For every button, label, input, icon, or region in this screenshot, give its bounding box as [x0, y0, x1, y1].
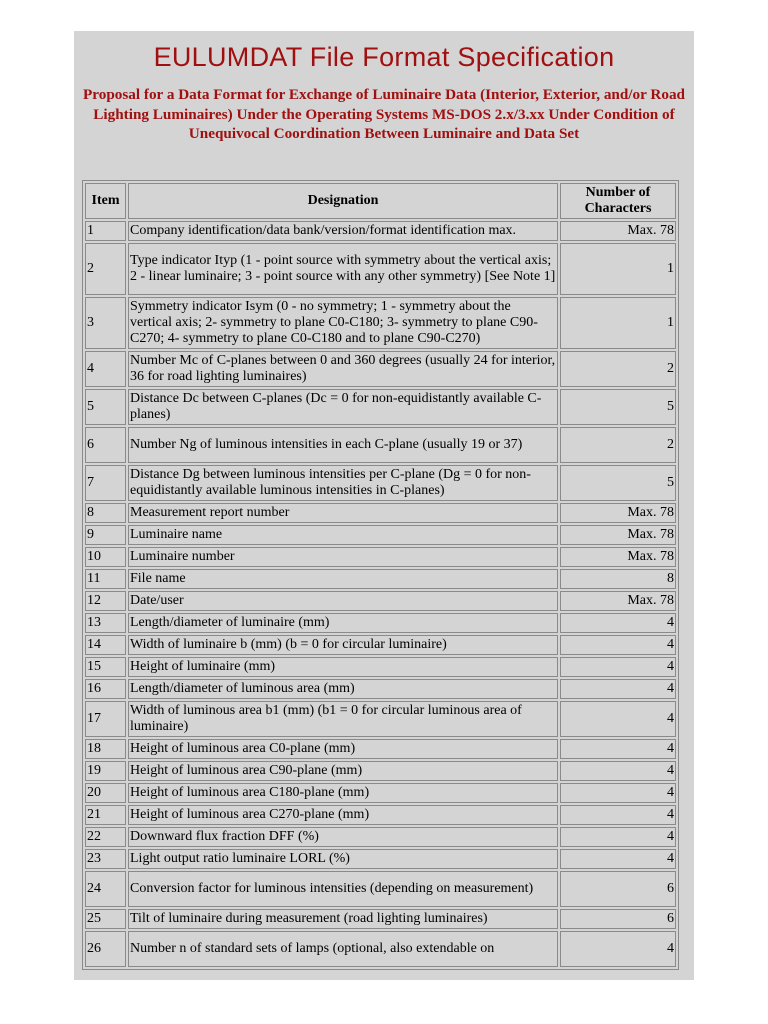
cell-designation: Tilt of luminaire during measurement (road lighting luminaires) — [128, 909, 558, 929]
table-row — [85, 761, 676, 781]
cell-chars: 8 — [560, 569, 676, 589]
cell-item: 6 — [85, 427, 126, 463]
cell-designation: Company identification/data bank/version/format identification max. — [128, 221, 558, 241]
header-item: Item — [85, 183, 126, 219]
cell-designation: Luminaire number — [128, 547, 558, 567]
table-row — [85, 221, 676, 241]
table-row — [85, 591, 676, 611]
table-row — [85, 805, 676, 825]
cell-chars: 4 — [560, 701, 676, 737]
cell-chars: 4 — [560, 931, 676, 967]
cell-designation: Number Mc of C-planes between 0 and 360 degrees (usually 24 for interior, 36 for road lighting luminaires) — [128, 351, 558, 387]
cell-designation: Height of luminous area C90-plane (mm) — [128, 761, 558, 781]
cell-item: 20 — [85, 783, 126, 803]
cell-chars: 4 — [560, 761, 676, 781]
table-row — [85, 657, 676, 677]
cell-item: 18 — [85, 739, 126, 759]
cell-item: 8 — [85, 503, 126, 523]
cell-item: 16 — [85, 679, 126, 699]
table-row — [85, 827, 676, 847]
cell-chars: 4 — [560, 635, 676, 655]
cell-chars: 4 — [560, 613, 676, 633]
table-row — [85, 635, 676, 655]
cell-item: 23 — [85, 849, 126, 869]
table-row — [85, 679, 676, 699]
cell-designation: Date/user — [128, 591, 558, 611]
cell-chars: 1 — [560, 243, 676, 295]
cell-designation: Number n of standard sets of lamps (optional, also extendable on — [128, 931, 558, 967]
cell-item: 21 — [85, 805, 126, 825]
table-row — [85, 243, 676, 295]
table-row — [85, 389, 676, 425]
cell-chars: 4 — [560, 679, 676, 699]
cell-designation: File name — [128, 569, 558, 589]
cell-item: 14 — [85, 635, 126, 655]
cell-item: 1 — [85, 221, 126, 241]
cell-designation: Width of luminaire b (mm) (b = 0 for circular luminaire) — [128, 635, 558, 655]
table-header-row — [85, 183, 676, 219]
cell-item: 17 — [85, 701, 126, 737]
cell-chars: 1 — [560, 297, 676, 349]
cell-designation: Light output ratio luminaire LORL (%) — [128, 849, 558, 869]
cell-chars: 4 — [560, 739, 676, 759]
table-row — [85, 547, 676, 567]
cell-item: 15 — [85, 657, 126, 677]
cell-chars: 2 — [560, 351, 676, 387]
cell-item: 13 — [85, 613, 126, 633]
cell-chars: Max. 78 — [560, 525, 676, 545]
cell-item: 12 — [85, 591, 126, 611]
cell-item: 26 — [85, 931, 126, 967]
table-row — [85, 427, 676, 463]
table-row — [85, 465, 676, 501]
cell-designation: Height of luminous area C180-plane (mm) — [128, 783, 558, 803]
document-page — [74, 31, 694, 980]
page-subtitle: Proposal for a Data Format for Exchange of Luminaire Data (Interior, Exterior, and/or Road Lighting Luminaires) Under the Operating Systems MS-DOS 2.x/3.xx Under Condition of Unequivocal Coordination Between Luminaire and Data Set — [83, 86, 685, 142]
table-row — [85, 503, 676, 523]
table-row — [85, 613, 676, 633]
header-designation: Designation — [128, 183, 558, 219]
cell-item: 24 — [85, 871, 126, 907]
cell-designation: Distance Dc between C-planes (Dc = 0 for non-equidistantly available C-planes) — [128, 389, 558, 425]
header-chars: Number of Characters — [560, 183, 676, 219]
cell-item: 10 — [85, 547, 126, 567]
cell-designation: Length/diameter of luminaire (mm) — [128, 613, 558, 633]
cell-item: 5 — [85, 389, 126, 425]
cell-chars: 6 — [560, 871, 676, 907]
table-row — [85, 351, 676, 387]
cell-designation: Measurement report number — [128, 503, 558, 523]
cell-chars: 4 — [560, 783, 676, 803]
cell-designation: Type indicator Ityp (1 - point source with symmetry about the vertical axis; 2 - linear luminaire; 3 - point source with any other symmetry) [See Note 1] — [128, 243, 558, 295]
cell-designation: Height of luminous area C0-plane (mm) — [128, 739, 558, 759]
cell-chars: 4 — [560, 657, 676, 677]
table-row — [85, 525, 676, 545]
cell-designation: Number Ng of luminous intensities in each C-plane (usually 19 or 37) — [128, 427, 558, 463]
cell-chars: Max. 78 — [560, 221, 676, 241]
cell-chars: 5 — [560, 465, 676, 501]
cell-chars: 5 — [560, 389, 676, 425]
table-row — [85, 783, 676, 803]
cell-chars: Max. 78 — [560, 503, 676, 523]
table-row — [85, 909, 676, 929]
cell-designation: Luminaire name — [128, 525, 558, 545]
cell-chars: 4 — [560, 849, 676, 869]
table-row — [85, 297, 676, 349]
cell-designation: Width of luminous area b1 (mm) (b1 = 0 for circular luminous area of luminaire) — [128, 701, 558, 737]
cell-chars: 4 — [560, 805, 676, 825]
spec-table — [82, 180, 679, 970]
cell-chars: Max. 78 — [560, 547, 676, 567]
table-row — [85, 701, 676, 737]
cell-designation: Symmetry indicator Isym (0 - no symmetry; 1 - symmetry about the vertical axis; 2- symmetry to plane C0-C180; 3- symmetry to plane C90-C270; 4- symmetry to plane C0-C180 and to plane C90-C270) — [128, 297, 558, 349]
cell-chars: 2 — [560, 427, 676, 463]
cell-item: 7 — [85, 465, 126, 501]
cell-item: 3 — [85, 297, 126, 349]
table-row — [85, 739, 676, 759]
cell-chars: Max. 78 — [560, 591, 676, 611]
page-title: EULUMDAT File Format Specification — [153, 42, 615, 72]
cell-item: 2 — [85, 243, 126, 295]
cell-item: 9 — [85, 525, 126, 545]
cell-chars: 4 — [560, 827, 676, 847]
cell-designation: Conversion factor for luminous intensities (depending on measurement) — [128, 871, 558, 907]
table-row — [85, 931, 676, 967]
cell-item: 4 — [85, 351, 126, 387]
cell-designation: Length/diameter of luminous area (mm) — [128, 679, 558, 699]
cell-chars: 6 — [560, 909, 676, 929]
cell-designation: Distance Dg between luminous intensities per C-plane (Dg = 0 for non-equidistantly available luminous intensities in C-planes) — [128, 465, 558, 501]
table-row — [85, 871, 676, 907]
cell-designation: Downward flux fraction DFF (%) — [128, 827, 558, 847]
cell-designation: Height of luminous area C270-plane (mm) — [128, 805, 558, 825]
cell-item: 19 — [85, 761, 126, 781]
cell-item: 22 — [85, 827, 126, 847]
cell-item: 11 — [85, 569, 126, 589]
table-row — [85, 569, 676, 589]
table-row — [85, 849, 676, 869]
cell-designation: Height of luminaire (mm) — [128, 657, 558, 677]
cell-item: 25 — [85, 909, 126, 929]
